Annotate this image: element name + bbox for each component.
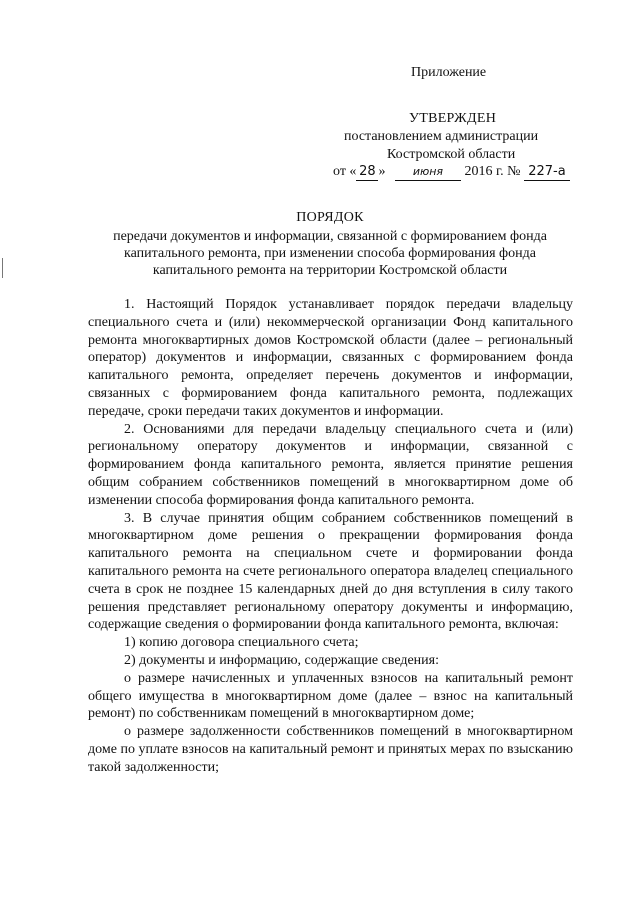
- date-prefix: от «: [333, 164, 357, 179]
- region-label: Костромской области: [387, 147, 516, 162]
- date-month: июня: [395, 164, 461, 181]
- list-item: 2) документы и информацию, содержащие сведения:: [124, 652, 439, 668]
- list-item: 1) копию договора специального счета;: [124, 635, 359, 651]
- document-body: [88, 296, 573, 777]
- subtitle-line: капитального ремонта на территории Костромской области: [152, 263, 508, 278]
- document-title: ПОРЯДОК: [296, 210, 364, 225]
- appendix-label: Приложение: [411, 65, 487, 80]
- list-item: о размере задолженности собственников помещений в многоквартирном доме по уплате взносов на капитальный ремонт и принятых мерах по взысканию такой задолженности;: [88, 724, 573, 775]
- document-number: 227-а: [524, 164, 570, 181]
- date-year: 2016 г. №: [464, 164, 521, 179]
- document-subtitle: [60, 228, 600, 279]
- margin-mark: [2, 258, 3, 278]
- date-mid: »: [378, 164, 386, 179]
- approved-label: УТВЕРЖДЕН: [409, 111, 497, 126]
- subtitle-line: капитального ремонта, при изменении способа формирования фонда: [124, 246, 536, 261]
- paragraph-3: 3. В случае принятия общим собранием собственников помещений в многоквартирном доме решения о прекращении формирования фонда капитального ремонта на специальном счете и формировании фонда капитального ремонта на счете регионального оператора владелец специального счета в срок не позднее 15 календарных дней до дня вступления в силу такого решения представляет региональному оператору документы и информацию, содержащие сведения о формировании фонда капитального ремонта, включая:: [88, 510, 573, 633]
- subtitle-line: передачи документов и информации, связанной с формированием фонда: [113, 229, 547, 244]
- paragraph-1: 1. Настоящий Порядок устанавливает порядок передачи владельцу специального счета и (или) некоммерческой организации Фонд капитального ремонта многоквартирных домов Костромской области (далее – региональный оператор) документов и информации, связанных с формированием фонда капитального ремонта, определяет перечень документов и информации, связанных с формированием фонда капитального ремонта, подлежащих передаче, сроки передачи таких документов и информации.: [88, 297, 573, 419]
- resolution-label: постановлением администрации: [344, 129, 539, 144]
- date-day: 28: [356, 164, 378, 181]
- approval-date: [333, 164, 570, 181]
- paragraph-2: 2. Основаниями для передачи владельцу специального счета и (или) региональному оператору документов и информации, связанной с формированием фонда капитального ремонта, является принятие решения общим собранием собственников помещений в многоквартирном доме об изменении способа формирования фонда капитального ремонта.: [88, 421, 573, 508]
- list-item: о размере начисленных и уплаченных взносов на капитальный ремонт общего имущества в многоквартирном доме (далее – взнос на капитальный ремонт) по собственникам помещений в многоквартирном доме;: [88, 670, 573, 722]
